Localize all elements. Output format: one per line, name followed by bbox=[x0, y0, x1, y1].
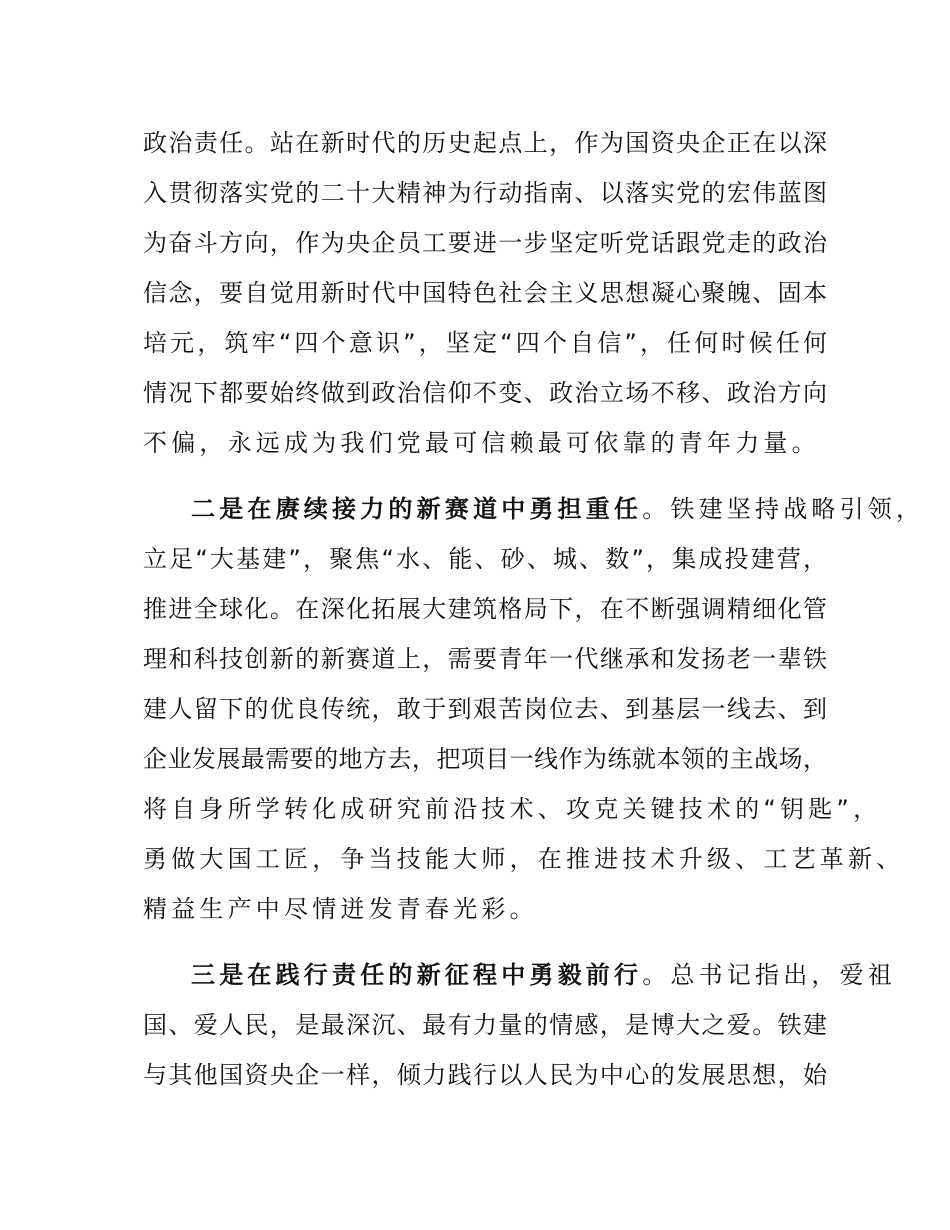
paragraph-line: 精益生产中尽情迸发青春光彩。 bbox=[143, 895, 538, 923]
paragraph-line: 理和科技创新的新赛道上，需要青年一代继承和发扬老一辈铁 bbox=[143, 645, 827, 673]
paragraph-line: 为奋斗方向，作为央企员工要进一步坚定听党话跟党走的政治 bbox=[143, 229, 827, 257]
paragraph-first-line bbox=[191, 960, 897, 990]
paragraph-first-line bbox=[191, 494, 925, 524]
paragraph-line: 培元，筑牢“四个意识”，坚定“四个自信”，任何时候任何 bbox=[143, 329, 827, 357]
paragraph-heading: 二是在赓续接力的新赛道中勇担重任 bbox=[191, 495, 643, 523]
paragraph-line: 国、爱人民，是最深沉、最有力量的情感，是博大之爱。铁建 bbox=[143, 1011, 827, 1039]
paragraph-line: 勇做大国工匠，争当技能大师，在推进技术升级、工艺革新、 bbox=[143, 845, 905, 873]
paragraph-line-rest: 。铁建坚持战略引领， bbox=[642, 495, 925, 523]
paragraph-heading: 三是在践行责任的新征程中勇毅前行 bbox=[191, 961, 643, 989]
paragraph-line: 将自身所学转化成研究前沿技术、攻克关键技术的“钥匙”， bbox=[143, 795, 882, 823]
paragraph-line: 政治责任。站在新时代的历史起点上，作为国资央企正在以深 bbox=[143, 129, 827, 157]
paragraph-line: 情况下都要始终做到政治信仰不变、政治立场不移、政治方向 bbox=[143, 379, 827, 407]
paragraph-line: 推进全球化。在深化拓展大建筑格局下，在不断强调精细化管 bbox=[143, 595, 827, 623]
paragraph-line: 不偏，永远成为我们党最可信赖最可依靠的青年力量。 bbox=[143, 429, 820, 457]
paragraph-line-rest: 。总书记指出，爱祖 bbox=[642, 961, 897, 989]
paragraph-line: 入贯彻落实党的二十大精神为行动指南、以落实党的宏伟蓝图 bbox=[143, 179, 827, 207]
paragraph-line: 企业发展最需要的地方去，把项目一线作为练就本领的主战场， bbox=[143, 745, 827, 773]
paragraph-line: 建人留下的优良传统，敢于到艰苦岗位去、到基层一线去、到 bbox=[143, 695, 827, 723]
paragraph-line: 与其他国资央企一样，倾力践行以人民为中心的发展思想，始 bbox=[143, 1061, 827, 1089]
paragraph-line: 立足“大基建”，聚焦“水、能、砂、城、数”，集成投建营， bbox=[143, 545, 827, 573]
paragraph-line: 信念，要自觉用新时代中国特色社会主义思想凝心聚魄、固本 bbox=[143, 279, 827, 307]
